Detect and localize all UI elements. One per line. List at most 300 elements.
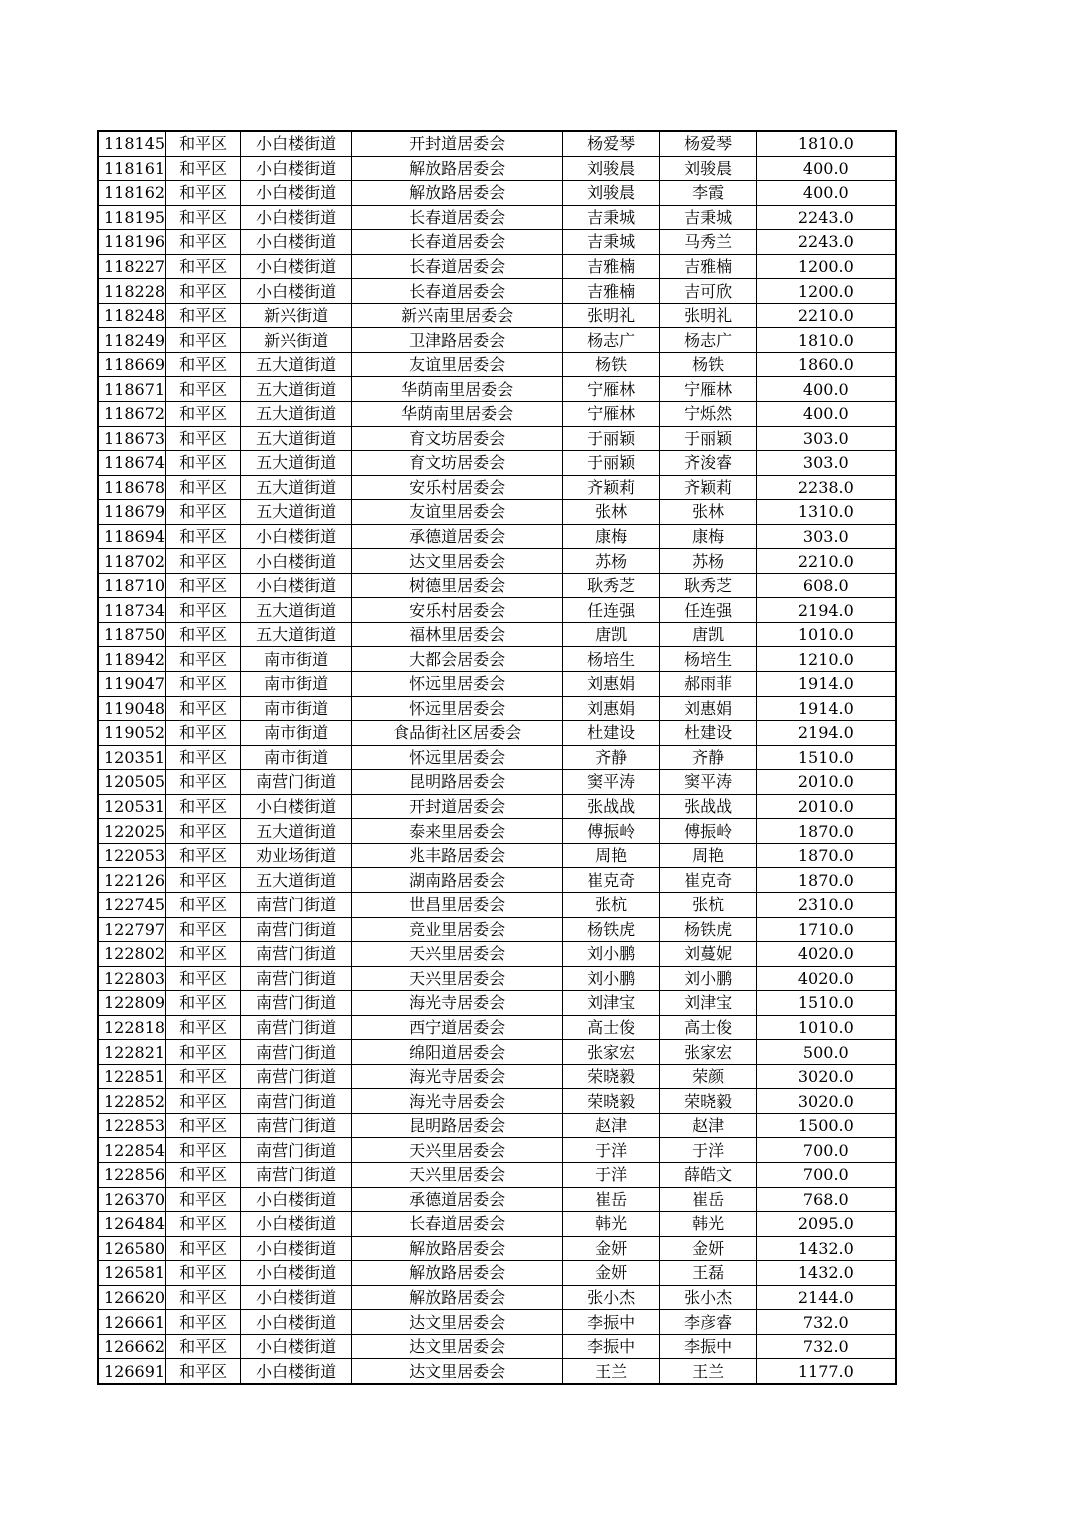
committee-cell: 海光寺居委会: [352, 1064, 563, 1089]
table-row: [98, 1212, 896, 1237]
street-cell: 小白楼街道: [241, 181, 352, 206]
applicant-cell: 崔克奇: [563, 868, 660, 893]
applicant-cell: 康梅: [563, 524, 660, 549]
table-row: [98, 819, 896, 844]
member-cell: 宁烁然: [660, 402, 757, 427]
id-cell: 126661: [98, 1310, 166, 1335]
id-cell: 118673: [98, 426, 166, 451]
district-cell: 和平区: [166, 1015, 241, 1040]
district-cell: 和平区: [166, 647, 241, 672]
committee-cell: 海光寺居委会: [352, 991, 563, 1016]
table-row: [98, 1089, 896, 1114]
id-cell: 118196: [98, 230, 166, 255]
table-row: [98, 352, 896, 377]
committee-cell: 天兴里居委会: [352, 1138, 563, 1163]
district-cell: 和平区: [166, 1359, 241, 1384]
street-cell: 南营门街道: [241, 1015, 352, 1040]
table-row: [98, 377, 896, 402]
street-cell: 劝业场街道: [241, 843, 352, 868]
amount-cell: 400.0: [757, 377, 896, 402]
id-cell: 126484: [98, 1212, 166, 1237]
committee-cell: 解放路居委会: [352, 1236, 563, 1261]
district-cell: 和平区: [166, 573, 241, 598]
member-cell: 康梅: [660, 524, 757, 549]
amount-cell: 2310.0: [757, 892, 896, 917]
street-cell: 小白楼街道: [241, 1359, 352, 1384]
applicant-cell: 王兰: [563, 1359, 660, 1384]
table-row: [98, 991, 896, 1016]
table-row: [98, 1187, 896, 1212]
street-cell: 五大道街道: [241, 819, 352, 844]
district-cell: 和平区: [166, 1162, 241, 1187]
committee-cell: 达文里居委会: [352, 549, 563, 574]
table-row: [98, 1310, 896, 1335]
committee-cell: 长春道居委会: [352, 254, 563, 279]
amount-cell: 768.0: [757, 1187, 896, 1212]
member-cell: 于洋: [660, 1138, 757, 1163]
table-row: [98, 426, 896, 451]
id-cell: 122853: [98, 1113, 166, 1138]
district-cell: 和平区: [166, 1187, 241, 1212]
table-row: [98, 475, 896, 500]
committee-cell: 友谊里居委会: [352, 352, 563, 377]
district-cell: 和平区: [166, 426, 241, 451]
table-row: [98, 500, 896, 525]
district-cell: 和平区: [166, 1236, 241, 1261]
street-cell: 五大道街道: [241, 475, 352, 500]
table-row: [98, 181, 896, 206]
applicant-cell: 刘骏晨: [563, 156, 660, 181]
applicant-cell: 张杭: [563, 892, 660, 917]
member-cell: 傅振岭: [660, 819, 757, 844]
id-cell: 118674: [98, 451, 166, 476]
amount-cell: 400.0: [757, 402, 896, 427]
amount-cell: 1870.0: [757, 843, 896, 868]
applicant-cell: 齐颖莉: [563, 475, 660, 500]
street-cell: 南营门街道: [241, 1089, 352, 1114]
amount-cell: 400.0: [757, 156, 896, 181]
table-row: [98, 942, 896, 967]
applicant-cell: 杨培生: [563, 647, 660, 672]
committee-cell: 西宁道居委会: [352, 1015, 563, 1040]
id-cell: 118161: [98, 156, 166, 181]
id-cell: 122854: [98, 1138, 166, 1163]
table-row: [98, 402, 896, 427]
member-cell: 张杭: [660, 892, 757, 917]
id-cell: 126691: [98, 1359, 166, 1384]
applicant-cell: 苏杨: [563, 549, 660, 574]
table-row: [98, 205, 896, 230]
amount-cell: 1432.0: [757, 1236, 896, 1261]
applicant-cell: 杨志广: [563, 328, 660, 353]
district-cell: 和平区: [166, 1212, 241, 1237]
street-cell: 小白楼街道: [241, 794, 352, 819]
district-cell: 和平区: [166, 942, 241, 967]
committee-cell: 育文坊居委会: [352, 451, 563, 476]
street-cell: 小白楼街道: [241, 131, 352, 156]
applicant-cell: 杨爱琴: [563, 131, 660, 156]
member-cell: 崔岳: [660, 1187, 757, 1212]
street-cell: 南营门街道: [241, 1113, 352, 1138]
id-cell: 122803: [98, 966, 166, 991]
table-row: [98, 573, 896, 598]
table-row: [98, 1162, 896, 1187]
id-cell: 120351: [98, 745, 166, 770]
member-cell: 杨爱琴: [660, 131, 757, 156]
amount-cell: 1510.0: [757, 745, 896, 770]
applicant-cell: 齐静: [563, 745, 660, 770]
street-cell: 小白楼街道: [241, 1187, 352, 1212]
committee-cell: 兆丰路居委会: [352, 843, 563, 868]
committee-cell: 长春道居委会: [352, 279, 563, 304]
id-cell: 122802: [98, 942, 166, 967]
id-cell: 122821: [98, 1040, 166, 1065]
member-cell: 金妍: [660, 1236, 757, 1261]
member-cell: 杨铁虎: [660, 917, 757, 942]
street-cell: 南营门街道: [241, 1138, 352, 1163]
member-cell: 张家宏: [660, 1040, 757, 1065]
applicant-cell: 耿秀芝: [563, 573, 660, 598]
member-cell: 吉雅楠: [660, 254, 757, 279]
applicant-cell: 窦平涛: [563, 770, 660, 795]
street-cell: 五大道街道: [241, 402, 352, 427]
table-row: [98, 524, 896, 549]
amount-cell: 1310.0: [757, 500, 896, 525]
amount-cell: 1810.0: [757, 328, 896, 353]
amount-cell: 1710.0: [757, 917, 896, 942]
amount-cell: 1810.0: [757, 131, 896, 156]
table-row: [98, 254, 896, 279]
street-cell: 小白楼街道: [241, 1261, 352, 1286]
amount-cell: 1200.0: [757, 279, 896, 304]
amount-cell: 4020.0: [757, 942, 896, 967]
id-cell: 120531: [98, 794, 166, 819]
committee-cell: 安乐村居委会: [352, 598, 563, 623]
table-row: [98, 647, 896, 672]
id-cell: 122851: [98, 1064, 166, 1089]
street-cell: 南营门街道: [241, 1064, 352, 1089]
amount-cell: 2194.0: [757, 598, 896, 623]
table-row: [98, 672, 896, 697]
street-cell: 五大道街道: [241, 500, 352, 525]
member-cell: 赵津: [660, 1113, 757, 1138]
amount-cell: 303.0: [757, 451, 896, 476]
district-cell: 和平区: [166, 672, 241, 697]
member-cell: 于丽颖: [660, 426, 757, 451]
id-cell: 118750: [98, 622, 166, 647]
street-cell: 五大道街道: [241, 377, 352, 402]
id-cell: 119052: [98, 721, 166, 746]
amount-cell: 2010.0: [757, 770, 896, 795]
street-cell: 南营门街道: [241, 892, 352, 917]
street-cell: 五大道街道: [241, 426, 352, 451]
id-cell: 118669: [98, 352, 166, 377]
amount-cell: 303.0: [757, 524, 896, 549]
id-cell: 118942: [98, 647, 166, 672]
amount-cell: 400.0: [757, 181, 896, 206]
applicant-cell: 周艳: [563, 843, 660, 868]
applicant-cell: 杜建设: [563, 721, 660, 746]
street-cell: 五大道街道: [241, 451, 352, 476]
committee-cell: 新兴南里居委会: [352, 303, 563, 328]
member-cell: 齐颖莉: [660, 475, 757, 500]
committee-cell: 怀远里居委会: [352, 745, 563, 770]
committee-cell: 天兴里居委会: [352, 942, 563, 967]
committee-cell: 世昌里居委会: [352, 892, 563, 917]
applicant-cell: 荣晓毅: [563, 1089, 660, 1114]
street-cell: 南营门街道: [241, 917, 352, 942]
table-row: [98, 230, 896, 255]
district-cell: 和平区: [166, 1261, 241, 1286]
member-cell: 吉秉城: [660, 205, 757, 230]
amount-cell: 1870.0: [757, 819, 896, 844]
district-cell: 和平区: [166, 1089, 241, 1114]
member-cell: 吉可欣: [660, 279, 757, 304]
applicant-cell: 杨铁虎: [563, 917, 660, 942]
applicant-cell: 杨铁: [563, 352, 660, 377]
member-cell: 张小杰: [660, 1285, 757, 1310]
id-cell: 118679: [98, 500, 166, 525]
table-row: [98, 549, 896, 574]
applicant-cell: 任连强: [563, 598, 660, 623]
street-cell: 小白楼街道: [241, 254, 352, 279]
amount-cell: 1010.0: [757, 1015, 896, 1040]
member-cell: 刘骏晨: [660, 156, 757, 181]
district-cell: 和平区: [166, 868, 241, 893]
street-cell: 南营门街道: [241, 1162, 352, 1187]
member-cell: 任连强: [660, 598, 757, 623]
member-cell: 齐静: [660, 745, 757, 770]
id-cell: 122025: [98, 819, 166, 844]
table-row: [98, 451, 896, 476]
amount-cell: 608.0: [757, 573, 896, 598]
member-cell: 李霞: [660, 181, 757, 206]
id-cell: 118145: [98, 131, 166, 156]
applicant-cell: 荣晓毅: [563, 1064, 660, 1089]
applicant-cell: 李振中: [563, 1310, 660, 1335]
street-cell: 南市街道: [241, 672, 352, 697]
table-row: [98, 1261, 896, 1286]
applicant-cell: 宁雁林: [563, 377, 660, 402]
street-cell: 南营门街道: [241, 770, 352, 795]
id-cell: 126580: [98, 1236, 166, 1261]
member-cell: 高士俊: [660, 1015, 757, 1040]
committee-cell: 天兴里居委会: [352, 1162, 563, 1187]
id-cell: 126620: [98, 1285, 166, 1310]
committee-cell: 安乐村居委会: [352, 475, 563, 500]
committee-cell: 怀远里居委会: [352, 696, 563, 721]
committee-cell: 大都会居委会: [352, 647, 563, 672]
amount-cell: 732.0: [757, 1310, 896, 1335]
district-cell: 和平区: [166, 745, 241, 770]
district-cell: 和平区: [166, 181, 241, 206]
district-cell: 和平区: [166, 1138, 241, 1163]
table-row: [98, 843, 896, 868]
amount-cell: 1200.0: [757, 254, 896, 279]
table-row: [98, 1015, 896, 1040]
table-row: [98, 328, 896, 353]
id-cell: 122818: [98, 1015, 166, 1040]
table-row: [98, 156, 896, 181]
applicant-cell: 刘惠娟: [563, 696, 660, 721]
applicant-cell: 吉秉城: [563, 205, 660, 230]
table-row: [98, 745, 896, 770]
committee-cell: 绵阳道居委会: [352, 1040, 563, 1065]
amount-cell: 2243.0: [757, 205, 896, 230]
committee-cell: 福林里居委会: [352, 622, 563, 647]
committee-cell: 达文里居委会: [352, 1334, 563, 1359]
table-row: [98, 966, 896, 991]
amount-cell: 2144.0: [757, 1285, 896, 1310]
table-row: [98, 1113, 896, 1138]
member-cell: 刘蔓妮: [660, 942, 757, 967]
member-cell: 马秀兰: [660, 230, 757, 255]
amount-cell: 2194.0: [757, 721, 896, 746]
street-cell: 五大道街道: [241, 622, 352, 647]
member-cell: 耿秀芝: [660, 573, 757, 598]
street-cell: 南市街道: [241, 696, 352, 721]
committee-cell: 承德道居委会: [352, 524, 563, 549]
committee-cell: 卫津路居委会: [352, 328, 563, 353]
street-cell: 五大道街道: [241, 598, 352, 623]
street-cell: 小白楼街道: [241, 524, 352, 549]
amount-cell: 1914.0: [757, 672, 896, 697]
applicant-cell: 金妍: [563, 1236, 660, 1261]
id-cell: 118702: [98, 549, 166, 574]
district-cell: 和平区: [166, 819, 241, 844]
table-row: [98, 696, 896, 721]
member-cell: 刘小鹏: [660, 966, 757, 991]
table-row: [98, 770, 896, 795]
member-cell: 王兰: [660, 1359, 757, 1384]
member-cell: 郝雨菲: [660, 672, 757, 697]
id-cell: 118734: [98, 598, 166, 623]
member-cell: 杨志广: [660, 328, 757, 353]
applicant-cell: 刘津宝: [563, 991, 660, 1016]
district-cell: 和平区: [166, 352, 241, 377]
applicant-cell: 吉秉城: [563, 230, 660, 255]
amount-cell: 2210.0: [757, 549, 896, 574]
committee-cell: 友谊里居委会: [352, 500, 563, 525]
district-cell: 和平区: [166, 622, 241, 647]
member-cell: 张战战: [660, 794, 757, 819]
amount-cell: 1010.0: [757, 622, 896, 647]
district-cell: 和平区: [166, 1064, 241, 1089]
district-cell: 和平区: [166, 598, 241, 623]
amount-cell: 700.0: [757, 1162, 896, 1187]
member-cell: 刘津宝: [660, 991, 757, 1016]
id-cell: 118227: [98, 254, 166, 279]
district-cell: 和平区: [166, 1040, 241, 1065]
committee-cell: 解放路居委会: [352, 1261, 563, 1286]
table-row: [98, 794, 896, 819]
street-cell: 南市街道: [241, 721, 352, 746]
applicant-cell: 韩光: [563, 1212, 660, 1237]
id-cell: 118248: [98, 303, 166, 328]
id-cell: 118710: [98, 573, 166, 598]
member-cell: 刘惠娟: [660, 696, 757, 721]
member-cell: 李彦睿: [660, 1310, 757, 1335]
id-cell: 120505: [98, 770, 166, 795]
id-cell: 119047: [98, 672, 166, 697]
applicant-cell: 高士俊: [563, 1015, 660, 1040]
id-cell: 126581: [98, 1261, 166, 1286]
id-cell: 118671: [98, 377, 166, 402]
amount-cell: 1914.0: [757, 696, 896, 721]
member-cell: 杜建设: [660, 721, 757, 746]
district-cell: 和平区: [166, 770, 241, 795]
id-cell: 126370: [98, 1187, 166, 1212]
id-cell: 122852: [98, 1089, 166, 1114]
amount-cell: 500.0: [757, 1040, 896, 1065]
amount-cell: 4020.0: [757, 966, 896, 991]
street-cell: 小白楼街道: [241, 1236, 352, 1261]
member-cell: 王磊: [660, 1261, 757, 1286]
member-cell: 齐浚睿: [660, 451, 757, 476]
amount-cell: 303.0: [757, 426, 896, 451]
committee-cell: 长春道居委会: [352, 230, 563, 255]
street-cell: 小白楼街道: [241, 1310, 352, 1335]
committee-cell: 怀远里居委会: [352, 672, 563, 697]
applicant-cell: 张林: [563, 500, 660, 525]
committee-cell: 解放路居委会: [352, 181, 563, 206]
committee-cell: 华荫南里居委会: [352, 402, 563, 427]
table-row: [98, 917, 896, 942]
member-cell: 杨培生: [660, 647, 757, 672]
member-cell: 李振中: [660, 1334, 757, 1359]
table-row: [98, 892, 896, 917]
committee-cell: 承德道居委会: [352, 1187, 563, 1212]
district-cell: 和平区: [166, 205, 241, 230]
table-row: [98, 1359, 896, 1384]
street-cell: 小白楼街道: [241, 230, 352, 255]
applicant-cell: 于洋: [563, 1138, 660, 1163]
committee-cell: 食品街社区居委会: [352, 721, 563, 746]
street-cell: 南市街道: [241, 647, 352, 672]
applicant-cell: 于洋: [563, 1162, 660, 1187]
committee-cell: 竞业里居委会: [352, 917, 563, 942]
applicant-cell: 赵津: [563, 1113, 660, 1138]
amount-cell: 1510.0: [757, 991, 896, 1016]
applicant-cell: 于丽颖: [563, 426, 660, 451]
district-cell: 和平区: [166, 475, 241, 500]
district-cell: 和平区: [166, 402, 241, 427]
applicant-cell: 刘骏晨: [563, 181, 660, 206]
committee-cell: 开封道居委会: [352, 794, 563, 819]
district-cell: 和平区: [166, 696, 241, 721]
district-cell: 和平区: [166, 156, 241, 181]
applicant-cell: 于丽颖: [563, 451, 660, 476]
street-cell: 南市街道: [241, 745, 352, 770]
table-row: [98, 1064, 896, 1089]
table-row: [98, 868, 896, 893]
table-row: [98, 622, 896, 647]
amount-cell: 1210.0: [757, 647, 896, 672]
street-cell: 小白楼街道: [241, 1334, 352, 1359]
committee-cell: 湖南路居委会: [352, 868, 563, 893]
member-cell: 荣晓毅: [660, 1089, 757, 1114]
member-cell: 荣颜: [660, 1064, 757, 1089]
street-cell: 小白楼街道: [241, 279, 352, 304]
amount-cell: 3020.0: [757, 1064, 896, 1089]
id-cell: 122053: [98, 843, 166, 868]
applicant-cell: 张明礼: [563, 303, 660, 328]
committee-cell: 华荫南里居委会: [352, 377, 563, 402]
committee-cell: 树德里居委会: [352, 573, 563, 598]
applicant-cell: 张家宏: [563, 1040, 660, 1065]
data-table: [97, 130, 897, 1385]
amount-cell: 1177.0: [757, 1359, 896, 1384]
